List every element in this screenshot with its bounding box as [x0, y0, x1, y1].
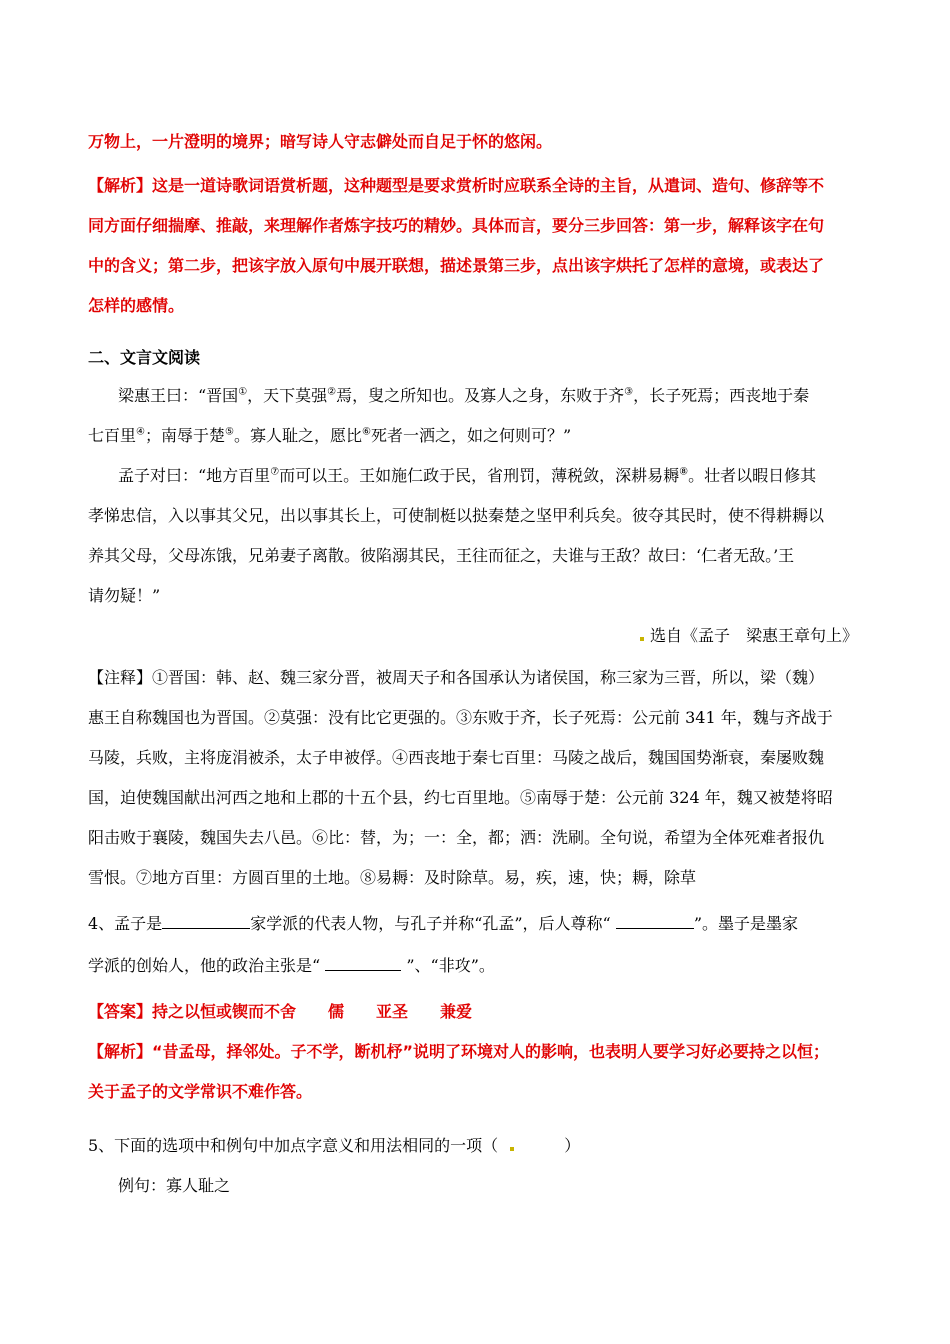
passage-line-5: 养其父母，父母冻饿，兄弟妻子离散。彼陷溺其民，王往而征之，夫谁与王敌？故曰：‘仁者无敌。’王 — [88, 546, 795, 565]
notes-line-3: 马陵，兵败，主将庞涓被杀，太子申被俘。④西丧地于秦七百里：马陵之战后，魏国国势渐衰，秦屡败魏 — [88, 748, 825, 767]
marker-dot — [640, 637, 644, 641]
marker-dot — [510, 1147, 514, 1151]
answer-blank-3[interactable] — [325, 954, 401, 971]
notes-line-4: 国，迫使魏国献出河西之地和上郡的十五个县，约七百里地。⑤南辱于楚：公元前 324 年，魏又被楚将昭 — [88, 788, 833, 807]
passage-line-3: 孟子对曰：“地方百里⑦而可以王。王如施仁政于民，省刑罚，薄税敛，深耕易耨⑧。壮者以暇日修其 — [118, 466, 817, 485]
question-4-line-1: 4、孟子是 家学派的代表人物，与孔子并称“孔孟”，后人尊称“ ”。墨子是墨家 — [88, 914, 799, 933]
passage-line-2: 七百里④；南辱于楚⑤。寡人耻之，愿比⑥死者一洒之，如之何则可？” — [88, 426, 572, 445]
passage-line-4: 孝悌忠信，入以事其父兄，出以事其长上，可使制梃以挞秦楚之坚甲利兵矣。彼夺其民时，使不得耕耨以 — [88, 506, 825, 525]
analysis-continuation: 万物上，一片澄明的境界；暗写诗人守志僻处而自足于怀的悠闲。 — [88, 132, 553, 151]
answer-line: 【答案】持之以恒或锲而不舍 儒 亚圣 兼爱 — [88, 1002, 473, 1021]
answer-blank-2[interactable] — [616, 912, 694, 929]
passage-source: 选自《孟子 梁惠王章句上》 — [638, 624, 858, 648]
section-title: 二、文言文阅读 — [88, 348, 201, 367]
analysis2-line-2: 关于孟子的文学常识不难作答。 — [88, 1082, 313, 1101]
analysis-line-2: 同方面仔细揣摩、推敲，来理解作者炼字技巧的精妙。具体而言，要分三步回答：第一步，解释该字在句 — [88, 216, 825, 235]
notes-line-1: 【注释】①晋国：韩、赵、魏三家分晋，被周天子和各国承认为诸侯国，称三家为三晋，所以，梁（魏） — [88, 668, 825, 687]
notes-line-2: 惠王自称魏国也为晋国。②莫强：没有比它更强的。③东败于齐，长子死焉：公元前 341 年，魏与齐战于 — [88, 708, 833, 727]
question-5: 5、下面的选项中和例句中加点字意义和用法相同的一项（ ） — [88, 1136, 581, 1155]
analysis-line-3: 中的含义；第二步，把该字放入原句中展开联想，描述景第三步，点出该字烘托了怎样的意境，或表达了 — [88, 256, 825, 275]
answer-blank-1[interactable] — [162, 912, 250, 929]
analysis-line-1: 【解析】这是一道诗歌词语赏析题，这种题型是要求赏析时应联系全诗的主旨，从遣词、造句、修辞等不 — [88, 176, 825, 195]
passage-line-1: 梁惠王曰：“晋国①，天下莫强②焉，叟之所知也。及寡人之身，东败于齐③，长子死焉；西丧地于秦 — [118, 386, 810, 405]
passage-line-6: 请勿疑！” — [88, 586, 161, 605]
analysis2-line-1: 【解析】“昔孟母，择邻处。子不学，断机杼”说明了环境对人的影响，也表明人要学习好必要持之以恒； — [88, 1042, 830, 1061]
notes-line-5: 阳击败于襄陵，魏国失去八邑。⑥比：替，为；一：全，都；洒：洗刷。全句说，希望为全体死难者报仇 — [88, 828, 825, 847]
question-5-example: 例句：寡人耻之 — [118, 1176, 231, 1195]
notes-line-6: 雪恨。⑦地方百里：方圆百里的土地。⑧易耨：及时除草。易，疾，速，快；耨，除草 — [88, 868, 697, 887]
analysis-line-4: 怎样的感情。 — [88, 296, 185, 315]
question-4-line-2: 学派的创始人，他的政治主张是“ ”、“非攻”。 — [88, 956, 495, 975]
